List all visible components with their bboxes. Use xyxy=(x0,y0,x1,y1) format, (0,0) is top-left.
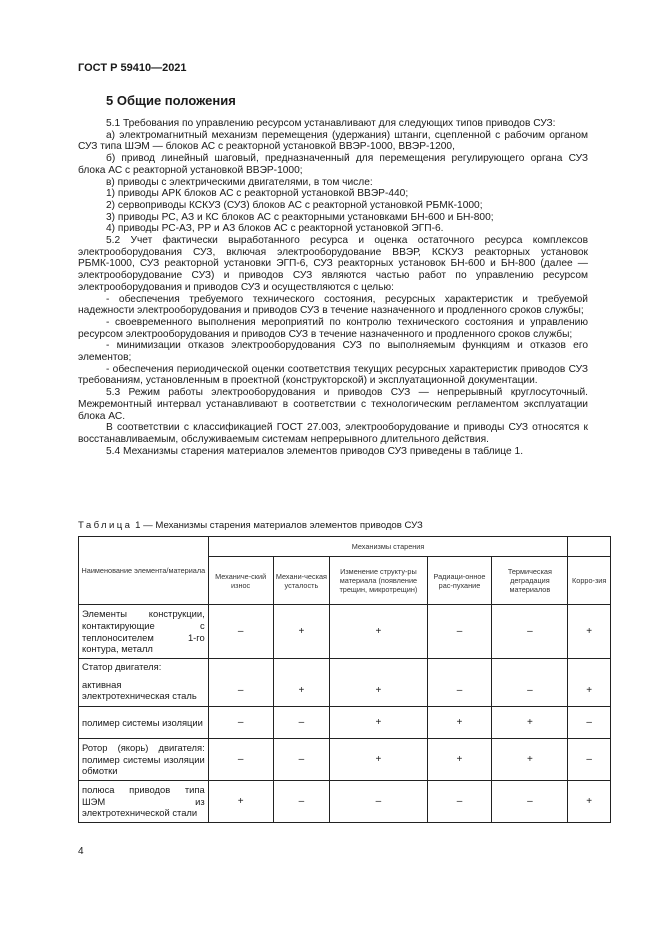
column-header: Механи-ческая усталость xyxy=(273,557,330,605)
cell-mark: – xyxy=(427,675,492,707)
cell-mark: + xyxy=(427,739,492,781)
cell-mark: – xyxy=(568,739,611,781)
column-group-header: Механизмы старения xyxy=(208,537,568,557)
paragraph: 5.4 Механизмы старения материалов элементов приводов СУЗ приведены в таблице 1. xyxy=(106,445,524,457)
table-caption-label: Таблица xyxy=(78,520,133,531)
paragraph: 3) приводы РС, АЗ и КС блоков АС с реакторными установками БН-600 и БН-800; xyxy=(106,211,494,223)
column-header: Термическая деградация материалов xyxy=(492,557,568,605)
row-name: полимер системы изоляции xyxy=(79,707,209,739)
cell-mark: + xyxy=(273,605,330,659)
table-caption-text: 1 — Механизмы старения материалов элементов приводов СУЗ xyxy=(132,520,423,531)
cell-mark xyxy=(492,659,568,675)
cell-mark: – xyxy=(208,605,273,659)
row-name: активная электротехническая сталь xyxy=(79,675,209,707)
table-row xyxy=(79,605,611,659)
paragraph: в) приводы с электрическими двигателями, в том числе: xyxy=(106,176,373,188)
paragraph: 5.3 Режим работы электрооборудования и приводов СУЗ — непрерывный круглосуточный. Межремонтный интервал устанавливают в соответствии с технологическим регламентом эксплуатации блока АС. xyxy=(78,387,588,422)
cell-mark xyxy=(330,659,427,675)
cell-mark: + xyxy=(492,739,568,781)
cell-mark: – xyxy=(273,739,330,781)
cell-mark: + xyxy=(330,605,427,659)
paragraph: - своевременного выполнения мероприятий по контролю технического состояния и управлению ресурсом электрооборудования и приводов СУЗ в течение назначенного и продленного сроков службы; xyxy=(78,316,588,340)
paragraph: - минимизации отказов электрооборудования СУЗ по выполняемым функциям и отказов его элементов; xyxy=(78,340,588,364)
document-code: ГОСТ Р 59410—2021 xyxy=(78,62,187,74)
column-header: Радиаци-онное рас-пухание xyxy=(427,557,492,605)
table-row xyxy=(79,675,611,707)
paragraph: 4) приводы РС-АЗ, РР и АЗ блоков АС с реакторной установкой ЭГП-6. xyxy=(106,223,444,235)
cell-mark: – xyxy=(273,781,330,823)
table-row xyxy=(79,781,611,823)
table-row xyxy=(79,739,611,781)
column-header: Корро-зия xyxy=(568,557,611,605)
cell-mark: – xyxy=(427,605,492,659)
paragraph: В соответствии с классификацией ГОСТ 27.003, электрооборудование и приводы СУЗ относятся к восстанавливаемым, обслуживаемым системам непрерывного длительного действия. xyxy=(78,422,588,445)
cell-mark: – xyxy=(330,781,427,823)
paragraph: б) привод линейный шаговый, предназначенный для перемещения регулирующего органа СУЗ блока АС с реакторной установкой ВВЭР-1000; xyxy=(78,153,588,176)
cell-mark xyxy=(208,659,273,675)
paragraph: 2) сервоприводы КСКУЗ (СУЗ) блоков АС с реакторной установкой РБМК-1000; xyxy=(106,199,483,211)
cell-mark: + xyxy=(330,739,427,781)
table-caption xyxy=(78,520,423,531)
row-name: полюса приводов типа ШЭМ из электротехнической стали xyxy=(79,781,209,823)
cell-mark: + xyxy=(492,707,568,739)
paragraph: - обеспечения периодической оценки соответствия текущих ресурсных характеристик приводов СУЗ требованиям, установленным в проектной (конструкторской) и эксплуатационной документации. xyxy=(78,363,588,387)
row-name: Элементы конструкции, контактирующие с теплоносителем 1-го контура, металл xyxy=(79,605,209,659)
cell-mark: + xyxy=(568,605,611,659)
page-number: 4 xyxy=(78,846,84,857)
column-header: Изменение структу-ры материала (появление трещин, микротрещин) xyxy=(330,557,427,605)
column-header: Механиче-ский износ xyxy=(208,557,273,605)
paragraph: а) электромагнитный механизм перемещения (удержания) штанги, сцепленной с рабочим органом СУЗ типа ШЭМ — блоков АС с реакторной установкой ВВЭР-1000, ВВЭР-1200, xyxy=(78,129,588,153)
aging-mechanisms-table xyxy=(78,536,611,823)
header-blank xyxy=(568,537,611,557)
cell-mark xyxy=(568,659,611,675)
cell-mark: – xyxy=(492,675,568,707)
cell-mark: – xyxy=(568,707,611,739)
table-row xyxy=(79,707,611,739)
cell-mark: + xyxy=(208,781,273,823)
table-row xyxy=(79,659,611,675)
cell-mark: – xyxy=(427,781,492,823)
paragraph: 5.1 Требования по управлению ресурсом устанавливают для следующих типов приводов СУЗ: xyxy=(106,118,556,129)
cell-mark: + xyxy=(330,707,427,739)
cell-mark: + xyxy=(568,675,611,707)
cell-mark xyxy=(273,659,330,675)
cell-mark: + xyxy=(273,675,330,707)
cell-mark: + xyxy=(330,675,427,707)
column-header-name: Наименование элемента/материала xyxy=(79,537,209,605)
paragraph: - обеспечения требуемого технического состояния, ресурсных характеристик и требуемой надежности электрооборудования и приводов СУЗ в течение назначенного и продленного сроков службы; xyxy=(78,293,588,317)
cell-mark: + xyxy=(427,707,492,739)
row-name: Ротор (якорь) двигателя: полимер системы изоляции обмотки xyxy=(79,739,209,781)
cell-mark: + xyxy=(568,781,611,823)
body-text xyxy=(78,118,588,457)
cell-mark: – xyxy=(492,781,568,823)
cell-mark xyxy=(427,659,492,675)
cell-mark: – xyxy=(492,605,568,659)
cell-mark: – xyxy=(208,707,273,739)
section-title: 5 Общие положения xyxy=(106,93,236,108)
cell-mark: – xyxy=(208,739,273,781)
paragraph: 5.2 Учет фактически выработанного ресурса и оценка остаточного ресурса комплексов электрооборудования СУЗ, включая электрооборудование ВВЭР, КСКУЗ реакторных установок РБМК-1000, СУЗ реакторной установки ЭГП-6, СУЗ реакторных установок БН-600 и БН-800 (далее — электрооборудование СУЗ) и приводов СУЗ являются частью работ по управлению ресурсом электрооборудования и приводов СУЗ и осуществляются с целью: xyxy=(78,235,588,293)
row-name: Статор двигателя: xyxy=(79,659,209,675)
cell-mark: – xyxy=(208,675,273,707)
paragraph: 1) приводы АРК блоков АС с реакторной установкой ВВЭР-440; xyxy=(106,188,409,200)
cell-mark: – xyxy=(273,707,330,739)
